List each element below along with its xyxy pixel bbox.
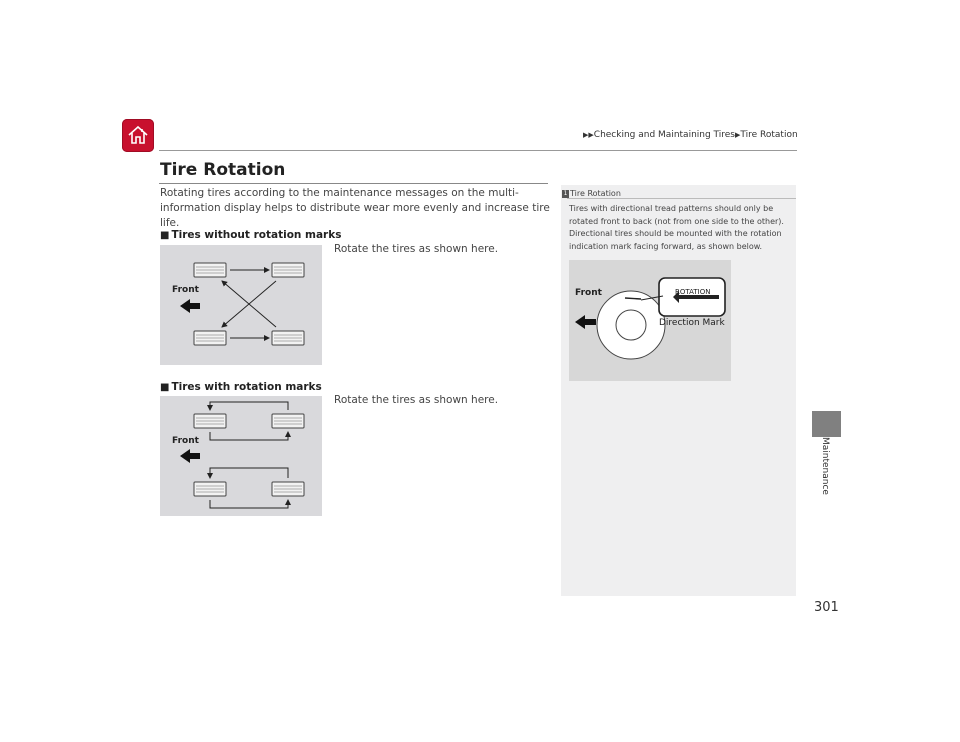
direction-mark-label: Direction Mark <box>659 318 725 328</box>
page-number: 301 <box>814 600 839 615</box>
front-arrow-icon <box>180 449 200 463</box>
breadcrumb: ▶▶Checking and Maintaining Tires▶Tire Rotation <box>583 130 798 140</box>
front-arrow-icon <box>180 299 200 313</box>
home-icon <box>126 123 150 147</box>
front-arrow-icon <box>575 315 596 329</box>
breadcrumb-item-tire-rotation[interactable]: Tire Rotation <box>740 130 798 140</box>
title-rule <box>159 183 548 184</box>
note-body: Tires with directional tread patterns should only be rotated front to back (not from one side to the other). Directional tires should be mounted with the rotation indication mark facing forward, as shown below. <box>569 204 784 251</box>
section2-instruction: Rotate the tires as shown here. <box>334 394 499 406</box>
section-heading-without-marks: ■ Tires without rotation marks <box>160 229 342 241</box>
front-label: Front <box>172 285 199 295</box>
rotation-diagram-with-marks <box>160 396 322 516</box>
direction-mark-diagram <box>569 260 731 381</box>
header-rule <box>159 150 797 151</box>
tire-front-left <box>194 263 226 277</box>
side-tab-maintenance[interactable]: Maintenance <box>820 437 830 495</box>
breadcrumb-item-maintaining-tires[interactable]: Checking and Maintaining Tires <box>593 130 735 140</box>
front-label: Front <box>172 436 199 446</box>
rotation-diagram-without-marks <box>160 245 322 365</box>
tire-rear-left <box>194 331 226 345</box>
note-rule <box>567 198 796 199</box>
page-title: Tire Rotation <box>160 160 286 180</box>
section1-instruction: Rotate the tires as shown here. <box>334 243 499 255</box>
rotation-mark-label: ROTATION <box>675 288 711 296</box>
note-title: 1 Tire Rotation <box>563 189 621 198</box>
tire-front-right <box>272 263 304 277</box>
section-heading-with-marks: ■ Tires with rotation marks <box>160 381 322 393</box>
intro-text: Rotating tires according to the maintenance messages on the multi-information display helps to distribute wear more evenly and increase tire life. <box>160 187 550 229</box>
tire-rear-right <box>272 331 304 345</box>
front-label: Front <box>575 288 602 298</box>
home-button[interactable] <box>122 119 154 152</box>
side-tab-marker <box>812 411 841 437</box>
